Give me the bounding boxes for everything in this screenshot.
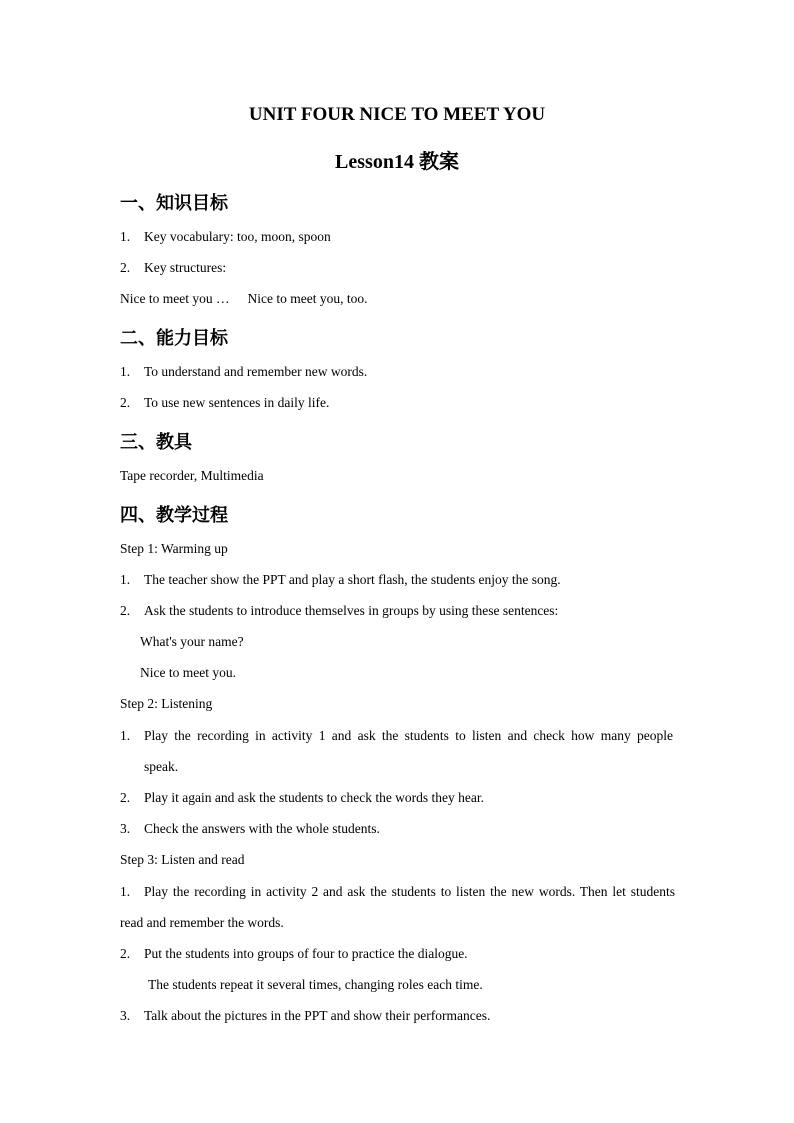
list-text: Ask the students to introduce themselves in groups by using these sentences: xyxy=(144,603,559,618)
step-title: Step 1: Warming up xyxy=(120,541,228,556)
list-text: Put the students into groups of four to practice the dialogue. xyxy=(144,946,468,961)
lesson-subtitle: Lesson14 教案 xyxy=(335,151,459,173)
list-text: Check the answers with the whole students. xyxy=(144,821,380,836)
list-item xyxy=(120,259,226,277)
list-number: 1. xyxy=(120,572,131,587)
example-sentence: Nice to meet you, too. xyxy=(247,291,368,306)
list-text: The teacher show the PPT and play a short flash, the students enjoy the song. xyxy=(144,572,561,587)
step-title: Step 3: Listen and read xyxy=(120,852,245,867)
teaching-aids-text: Tape recorder, Multimedia xyxy=(120,468,264,483)
list-item xyxy=(120,1007,490,1025)
list-text: To understand and remember new words. xyxy=(144,364,368,379)
list-number: 2. xyxy=(120,260,131,275)
section-heading-ability-goals: 二、能力目标 xyxy=(120,328,228,349)
example-sentence: Nice to meet you … xyxy=(120,291,230,306)
list-item xyxy=(120,571,561,589)
list-item xyxy=(120,602,558,620)
section-heading-teaching-aids: 三、教具 xyxy=(120,432,192,453)
list-text: Play the recording in activity 1 and ask the students to listen and check how many people xyxy=(144,728,673,743)
list-text-continued: speak. xyxy=(144,759,179,774)
list-number: 2. xyxy=(120,395,131,410)
list-item xyxy=(120,789,484,807)
list-number: 2. xyxy=(120,790,131,805)
list-text: Play the recording in activity 2 and ask the students to listen the new words. Then let students xyxy=(144,884,675,899)
list-number: 3. xyxy=(120,1008,131,1023)
list-text-continued: read and remember the words. xyxy=(120,915,284,930)
list-number: 1. xyxy=(120,229,131,244)
list-text: To use new sentences in daily life. xyxy=(144,395,330,410)
list-item xyxy=(120,228,331,246)
list-text: Key vocabulary: too, moon, spoon xyxy=(144,229,331,244)
example-sentence: What's your name? xyxy=(140,634,244,649)
list-item xyxy=(120,363,367,381)
list-number: 3. xyxy=(120,821,131,836)
list-item xyxy=(120,394,329,412)
list-item xyxy=(120,820,380,838)
list-number: 2. xyxy=(120,946,131,961)
list-text: Talk about the pictures in the PPT and show their performances. xyxy=(144,1008,491,1023)
list-text-continued: The students repeat it several times, changing roles each time. xyxy=(148,977,483,992)
list-item xyxy=(120,945,468,963)
list-number: 1. xyxy=(120,884,131,899)
list-number: 2. xyxy=(120,603,131,618)
document-title: UNIT FOUR NICE TO MEET YOU xyxy=(248,104,546,125)
example-sentence: Nice to meet you. xyxy=(140,665,236,680)
step-title: Step 2: Listening xyxy=(120,696,213,711)
list-number: 1. xyxy=(120,728,131,743)
section-heading-teaching-process: 四、教学过程 xyxy=(120,505,228,526)
list-text: Play it again and ask the students to check the words they hear. xyxy=(144,790,485,805)
list-text: Key structures: xyxy=(144,260,227,275)
list-number: 1. xyxy=(120,364,131,379)
example-sentences xyxy=(120,290,367,308)
section-heading-knowledge-goals: 一、知识目标 xyxy=(120,193,228,214)
